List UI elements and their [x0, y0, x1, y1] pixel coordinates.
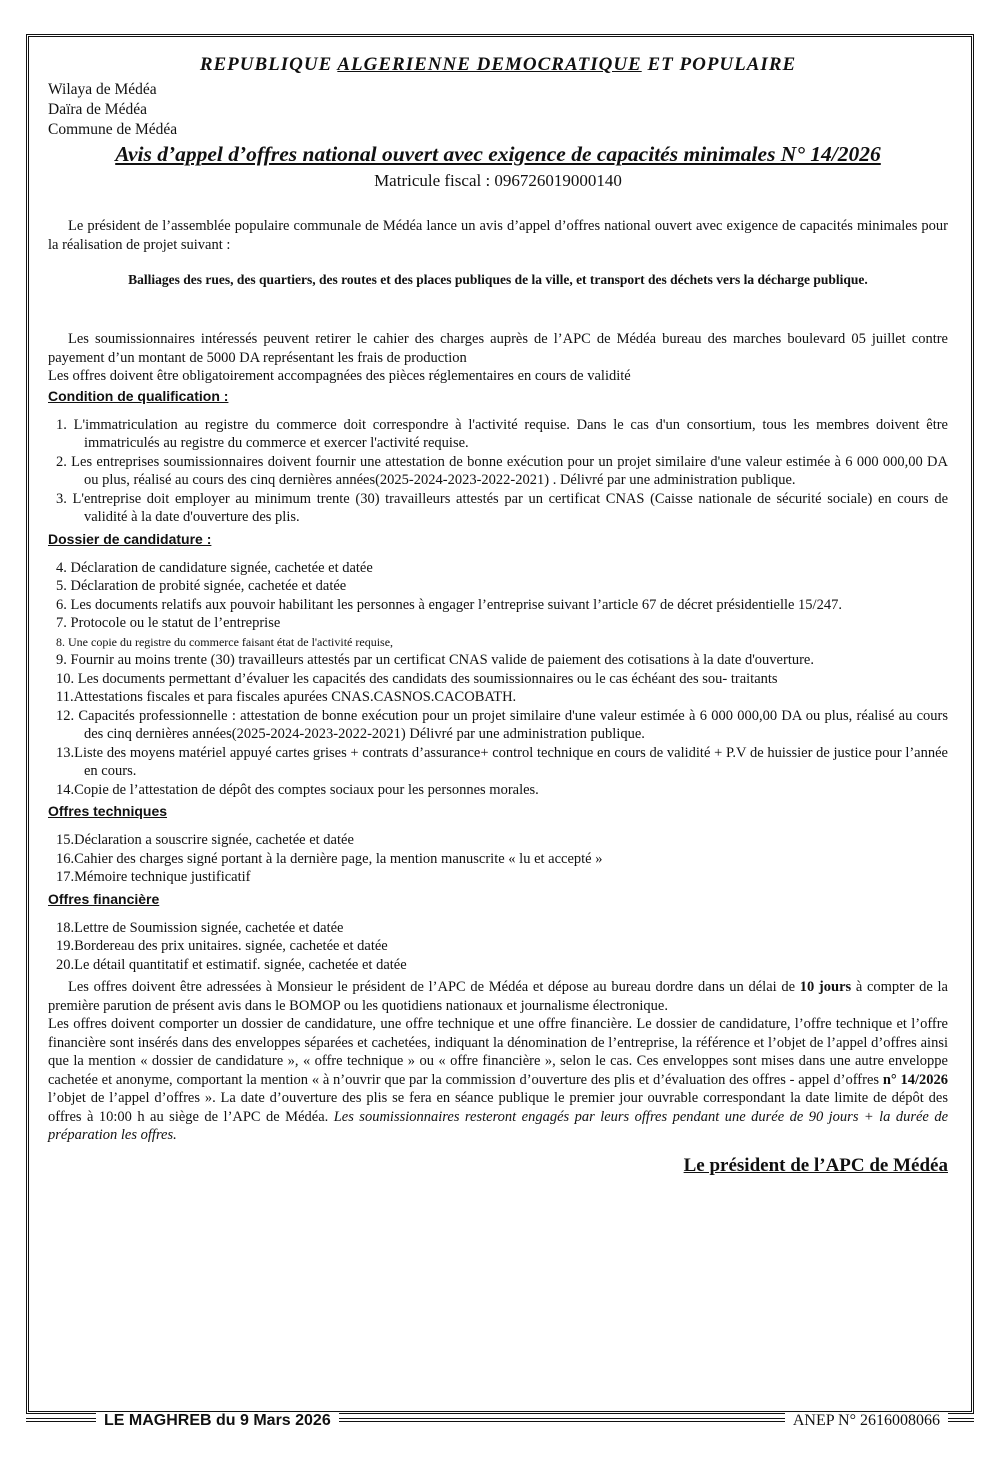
qualification-list	[48, 416, 948, 527]
daira-line: Daïra de Médéa	[48, 101, 147, 118]
depot-text-a: Les offres doivent être adressées à Monsieur le président de l’APC de Médéa et dépose au bureau dordre dans un délai de	[68, 979, 800, 995]
list-item: 18.Lettre de Soumission signée, cachetée et datée	[56, 919, 344, 936]
administration-block	[48, 80, 948, 140]
list-item: 6. Les documents relatifs aux pouvoir habilitant les personnes à engager l’entreprise suivant l’article 67 de décret présidentielle 15/247.	[56, 596, 842, 613]
candidature-list	[48, 559, 948, 800]
list-item: 9. Fournir au moins trente (30) travailleurs attestés par un certificat CNAS valide de paiement des cotisations à la date d'ouverture.	[56, 652, 814, 668]
document-body	[48, 54, 948, 1177]
republic-header	[48, 54, 948, 76]
pieces-paragraph: Les offres doivent être obligatoirement accompagnées des pièces réglementaires en cours de validité	[48, 368, 631, 384]
footer	[26, 1412, 974, 1434]
enveloppes-paragraph	[48, 1015, 948, 1145]
republic-word: REPUBLIQUE	[199, 54, 338, 75]
list-item: 16.Cahier des charges signé portant à la dernière page, la mention manuscrite « lu et accepté »	[56, 850, 603, 867]
list-item: 5. Déclaration de probité signée, cachetée et datée	[56, 578, 347, 594]
retrait-paragraph: Les soumissionnaires intéressés peuvent retirer le cahier des charges auprès de l’APC de Médéa bureau des marches boulevard 05 juillet contre payement d’un montant de 5000 DA représentant les frais de production	[48, 331, 948, 366]
list-item: 8. Une copie du registre du commerce faisant état de l'activité requise,	[56, 634, 394, 649]
list-item: 3. L'entreprise doit employer au minimum trente (30) travailleurs attestés par un certificat CNAS (Caisse nationale de sécurité sociale) en cours de validité à la date d'ouverture des plis.	[56, 490, 948, 525]
list-item: 4. Déclaration de candidature signée, cachetée et datée	[56, 559, 373, 576]
section-candidature: Dossier de candidature :	[48, 530, 212, 547]
list-item: 2. Les entreprises soumissionnaires doivent fournir une attestation de bonne exécution pour un projet similaire d'une valeur estimée à 6 000 000,00 DA ou plus, réalisé au cours des cinq dernières années(2025-2024-2023-2022-2021) . Délivré par une administration publique.	[56, 453, 948, 488]
list-item: 10. Les documents permettant d’évaluer les capacités des candidats des soumissionnaires ou le cas échéant des sou- traitants	[56, 670, 778, 687]
signature: Le président de l’APC de Médéa	[683, 1154, 948, 1176]
list-item: 12. Capacités professionnelle : attestation de bonne exécution pour un projet similaire d'une valeur estimée à 6 000 000,00 DA ou plus, réalisé au cours des cinq dernières années(2025-2024-2023-2022-2021) Délivré par une administration publique.	[56, 707, 948, 742]
depot-text-c: à compter de la première parution de présent avis dans le BOMOP ou les quotidiens nationaux et journalisme électronique.	[48, 979, 948, 1014]
depot-paragraph	[48, 978, 948, 1015]
list-item: 11.Attestations fiscales et para fiscales apurées CNAS.CASNOS.CACOBATH.	[56, 689, 517, 705]
enveloppes-engagement: Les soumissionnaires resteront engagés par leurs offres pendant une durée de 90 jours + la durée de préparation les offres.	[48, 1108, 949, 1143]
list-item: 14.Copie de l’attestation de dépôt des comptes sociaux pour les personnes morales.	[56, 781, 539, 798]
intro-paragraph: Le président de l’assemblée populaire communale de Médéa lance un avis d’appel d’offres national ouvert avec exigence de capacités minimales pour la réalisation de projet suivant :	[48, 218, 948, 253]
enveloppes-text-a: Les offres doivent comporter un dossier de candidature, une offre technique et une offre financière. Le dossier de candidature, l’offre technique et l’offre financière sont insérés dans des enveloppes séparées et cachetées, indiquant la dénomination de l’entreprise, la référence et l’objet de l’appel d’offres ainsi que la mention « dossier de candidature », « offre technique » ou « offre financière », selon le cas. Ces enveloppes sont mises dans une autre enveloppe cachetée et anonyme, comportant la mention « à n’ouvrir que par la commission d’ouverture des plis et d’évaluation des offres - appel d’offres	[48, 1016, 948, 1088]
list-item: 13.Liste des moyens matériel appuyé cartes grises + contrats d’assurance+ control technique en cours de validité + P.V de huissier de justice pour l’année en cours.	[56, 744, 948, 779]
section-financiere: Offres financière	[48, 890, 160, 907]
section-technique: Offres techniques	[48, 803, 168, 819]
section-qualification: Condition de qualification :	[48, 387, 229, 404]
anep-number: ANEP N° 2616008066	[785, 1412, 948, 1430]
technique-list	[48, 831, 948, 887]
list-item: 15.Déclaration a souscrire signée, cachetée et datée	[56, 832, 354, 848]
avis-title: Avis d’appel d’offres national ouvert avec exigence de capacités minimales N° 14/2026	[115, 142, 881, 166]
newspaper-name: LE MAGHREB du 9 Mars 2026	[96, 1412, 339, 1430]
list-item: 7. Protocole ou le statut de l’entreprise	[56, 615, 281, 631]
enveloppes-text-c: l’objet de l’appel d’offres ». La date d’ouverture des plis se fera en séance publique le premier jour ouvrable correspondant la date limite de dépôt des offres à 10:00 h au siège de l’APC de Médéa.	[48, 1090, 948, 1125]
list-item: 1. L'immatriculation au registre du commerce doit correspondre à l'activité requise. Dans le cas d'un consortium, tous les membres doivent être immatriculés au registre du commerce et exercer l'activité requise.	[56, 416, 948, 451]
list-item: 17.Mémoire technique justificatif	[56, 869, 251, 885]
matricule-fiscal: Matricule fiscal : 096726019000140	[374, 171, 622, 190]
list-item: 20.Le détail quantitatif et estimatif. signée, cachetée et datée	[56, 956, 407, 973]
list-item: 19.Bordereau des prix unitaires. signée, cachetée et datée	[56, 938, 388, 954]
financiere-list	[48, 919, 948, 975]
enveloppes-number: n° 14/2026	[882, 1071, 948, 1088]
depot-delay: 10 jours	[799, 979, 852, 995]
project-object: Balliages des rues, des quartiers, des routes et des places publiques de la ville, et transport des déchets vers la décharge publique.	[128, 272, 868, 287]
commune-line: Commune de Médéa	[48, 121, 178, 138]
republic-end: ET POPULAIRE	[641, 54, 797, 75]
wilaya-line: Wilaya de Médéa	[48, 81, 157, 98]
republic-underlined: ALGERIENNE DEMOCRATIQUE	[337, 54, 642, 75]
